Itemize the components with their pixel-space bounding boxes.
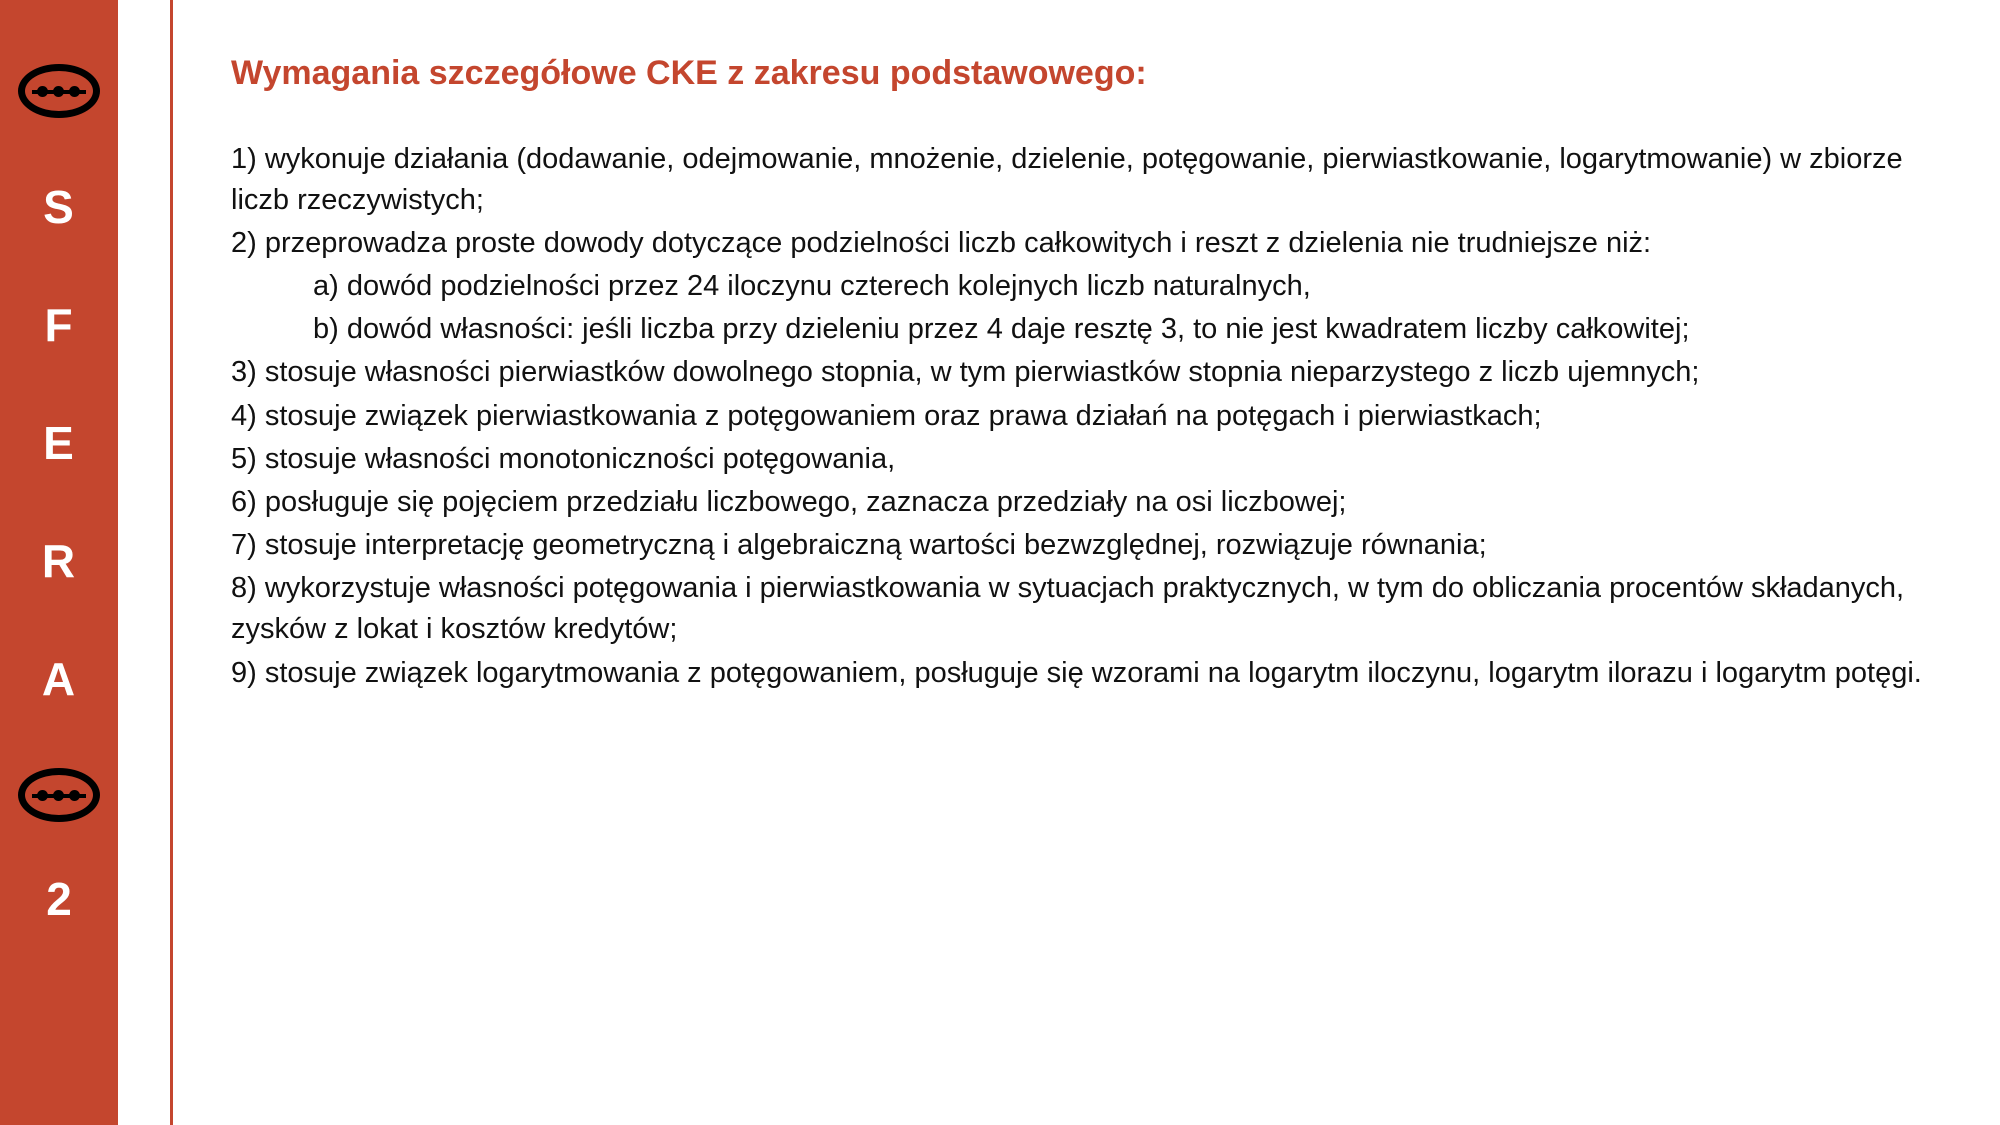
brand-letter-s: S bbox=[43, 181, 75, 233]
list-item: 7) stosuje interpretację geometryczną i algebraiczną wartości bezwzględnej, rozwiązuje równania; bbox=[231, 529, 1487, 562]
slide-content bbox=[173, 0, 2000, 1125]
logo-dot bbox=[37, 790, 48, 801]
list-item: 4) stosuje związek pierwiastkowania z potęgowaniem oraz prawa działań na potęgach i pierwiastkach; bbox=[231, 399, 1542, 432]
brand-sidebar bbox=[0, 0, 118, 1125]
list-item: 3) stosuje własności pierwiastków dowolnego stopnia, w tym pierwiastków stopnia nieparzystego z liczb ujemnych; bbox=[231, 356, 1700, 389]
logo-dot bbox=[53, 86, 64, 97]
list-item: 1) wykonuje działania (dodawanie, odejmowanie, mnożenie, dzielenie, potęgowanie, pierwiastkowanie, logarytmowanie) w zbiorze liczb rzeczywistych; bbox=[231, 142, 1903, 216]
brand-letter-r: R bbox=[41, 535, 77, 587]
requirements-list bbox=[231, 139, 1940, 694]
brand-letter-a: A bbox=[41, 653, 77, 705]
list-item: 8) wykorzystuje własności potęgowania i pierwiastkowania w sytuacjach praktycznych, w tym do obliczania procentów składanych, zysków z lokat i kosztów kredytów; bbox=[231, 572, 1905, 646]
logo-dot bbox=[53, 790, 64, 801]
page-title: Wymagania szczegółowe CKE z zakresu podstawowego: bbox=[231, 54, 1147, 92]
list-item: 2) przeprowadza proste dowody dotyczące podzielności liczb całkowitych i reszt z dzielenia nie trudniejsze niż: bbox=[231, 226, 1652, 259]
brand-number: 2 bbox=[46, 873, 72, 925]
list-item: 6) posługuje się pojęciem przedziału liczbowego, zaznacza przedziały na osi liczbowej; bbox=[231, 485, 1347, 518]
list-item: 9) stosuje związek logarytmowania z potęgowaniem, posługuje się wzorami na logarytm iloczynu, logarytm ilorazu i logarytm potęgi. bbox=[231, 656, 1922, 689]
sfera-logo-icon-bottom bbox=[18, 768, 100, 822]
list-item-sub-b: b) dowód własności: jeśli liczba przy dzieleniu przez 4 daje resztę 3, to nie jest kwadratem liczby całkowitej; bbox=[313, 313, 1690, 346]
brand-letters bbox=[42, 148, 76, 738]
list-item: 5) stosuje własności monotoniczności potęgowania, bbox=[231, 442, 896, 475]
logo-dot bbox=[69, 790, 80, 801]
logo-dot bbox=[37, 86, 48, 97]
sfera-logo-icon bbox=[18, 64, 100, 118]
logo-dot bbox=[69, 86, 80, 97]
list-item-sub-a: a) dowód podzielności przez 24 iloczynu czterech kolejnych liczb naturalnych, bbox=[313, 270, 1311, 303]
brand-letter-f: F bbox=[44, 299, 74, 351]
brand-letter-e: E bbox=[43, 417, 75, 469]
